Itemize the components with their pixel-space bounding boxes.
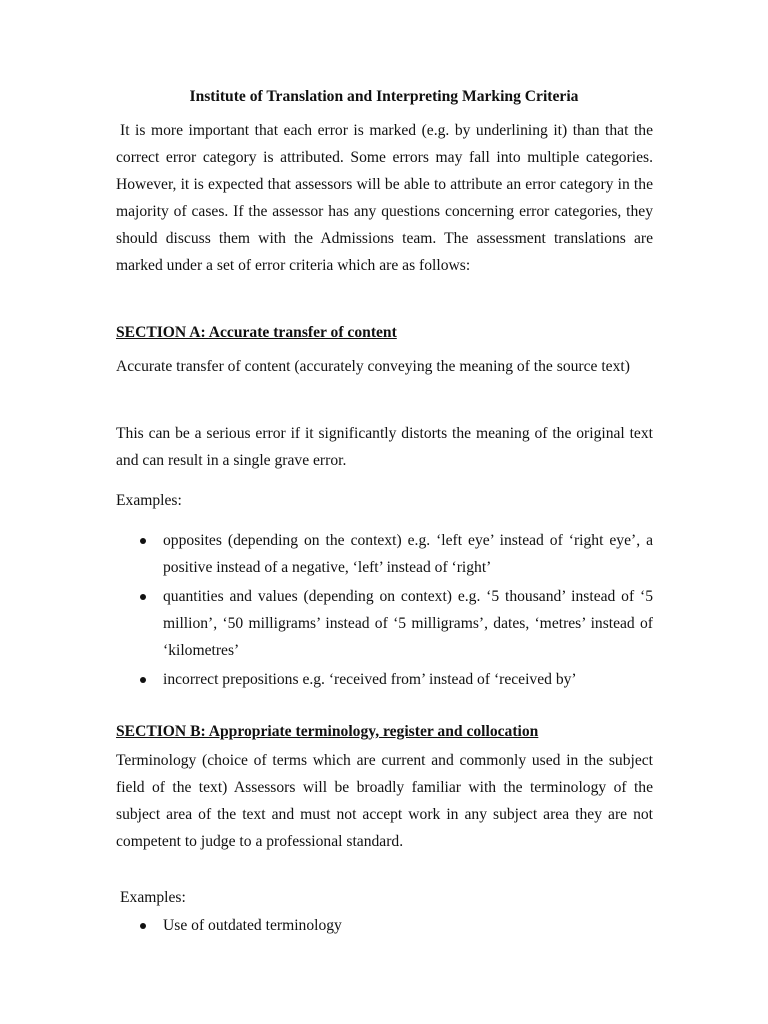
list-item [116, 666, 653, 693]
section-b-bullet-list [116, 912, 653, 941]
list-item [116, 583, 653, 664]
section-b-heading: SECTION B: Appropriate terminology, register and collocation [116, 723, 539, 740]
list-item-text: quantities and values (depending on context) e.g. ‘5 thousand’ instead of ‘5 million’, ‘50 milligrams’ instead of ‘5 milligrams’, dates, ‘metres’ instead of ‘kilometres’ [163, 588, 653, 659]
list-item [116, 527, 653, 581]
bullet-icon [140, 923, 146, 929]
list-item-text: incorrect prepositions e.g. ‘received from’ instead of ‘received by’ [163, 671, 577, 688]
section-a-paragraph-1: Accurate transfer of content (accurately conveying the meaning of the source text) [116, 358, 630, 375]
section-a-heading: SECTION A: Accurate transfer of content [116, 324, 397, 341]
section-a-paragraph-2: This can be a serious error if it significantly distorts the meaning of the original text and can result in a single grave error. [116, 425, 653, 469]
list-item [116, 912, 653, 939]
section-a-examples-label: Examples: [116, 492, 182, 509]
list-item-text: opposites (depending on the context) e.g. ‘left eye’ instead of ‘right eye’, a positive instead of a negative, ‘left’ instead of ‘right’ [163, 532, 653, 576]
section-a-bullet-list [116, 527, 653, 695]
bullet-icon [140, 677, 146, 683]
document-title: Institute of Translation and Interpreting Marking Criteria [189, 88, 579, 105]
section-b-paragraph-1: Terminology (choice of terms which are current and commonly used in the subject field of the text) Assessors will be broadly familiar with the terminology of the subject area of the text and must not accept work in any subject area they are not competent to judge to a professional standard. [116, 752, 653, 850]
intro-paragraph: It is more important that each error is marked (e.g. by underlining it) than that the correct error category is attributed. Some errors may fall into multiple categories. However, it is expected that assessors will be able to attribute an error category in the majority of cases. If the assessor has any questions concerning error categories, they should discuss them with the Admissions team. The assessment translations are marked under a set of error criteria which are as follows: [116, 122, 653, 274]
bullet-icon [140, 594, 146, 600]
list-item-text: Use of outdated terminology [163, 917, 342, 934]
bullet-icon [140, 538, 146, 544]
section-b-examples-label: Examples: [120, 889, 186, 906]
